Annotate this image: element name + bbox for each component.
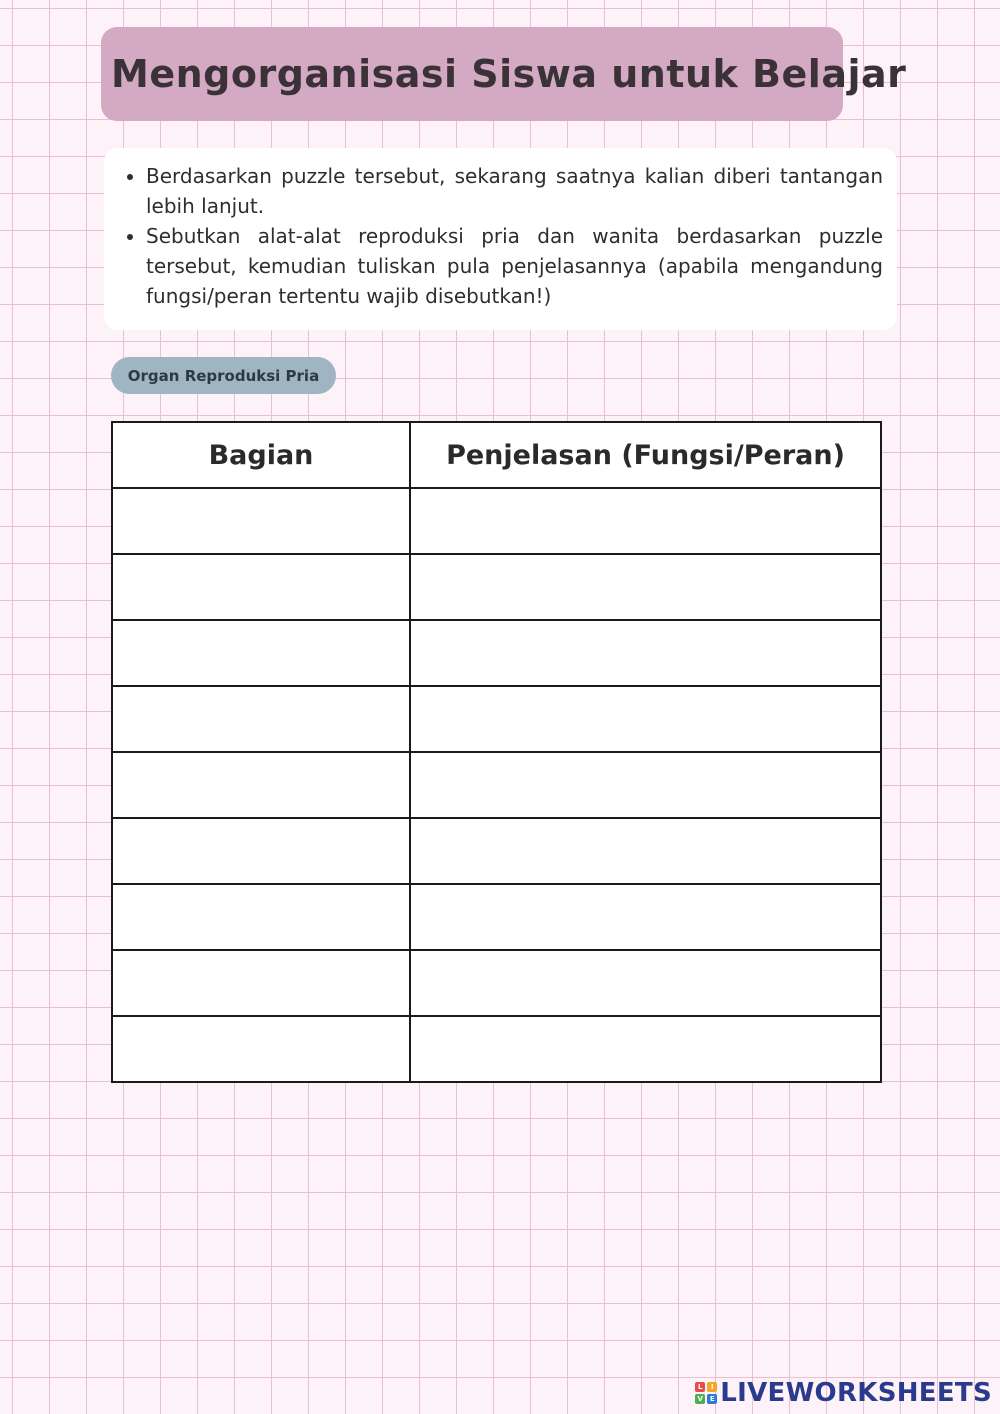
answer-cell-part[interactable]	[112, 1016, 410, 1082]
answer-table	[111, 421, 882, 1083]
table-row	[112, 752, 881, 818]
answer-cell-explanation[interactable]	[410, 488, 881, 554]
answer-cell-explanation[interactable]	[410, 884, 881, 950]
answer-cell-part[interactable]	[112, 620, 410, 686]
table-row	[112, 686, 881, 752]
instruction-item-1: • Berdasarkan puzzle tersebut, sekarang saatnya kalian diberi tantangan lebih lanjut.	[146, 161, 883, 221]
answer-cell-part[interactable]	[112, 950, 410, 1016]
watermark-text: LIVEWORKSHEETS	[720, 1378, 992, 1408]
answer-cell-explanation[interactable]	[410, 818, 881, 884]
answer-cell-explanation[interactable]	[410, 752, 881, 818]
answer-cell-explanation[interactable]	[410, 1016, 881, 1082]
section-label-pill	[111, 357, 336, 394]
section-label: Organ Reproduksi Pria	[127, 366, 320, 385]
instructions-box	[104, 148, 897, 330]
instructions-list	[124, 161, 883, 311]
table-row	[112, 818, 881, 884]
answer-cell-part[interactable]	[112, 686, 410, 752]
column-header-part: Bagian	[112, 422, 410, 488]
table-row	[112, 950, 881, 1016]
answer-cell-part[interactable]	[112, 488, 410, 554]
answer-cell-explanation[interactable]	[410, 620, 881, 686]
table-row	[112, 1016, 881, 1082]
answer-cell-explanation[interactable]	[410, 686, 881, 752]
table-row	[112, 488, 881, 554]
answer-cell-part[interactable]	[112, 554, 410, 620]
answer-cell-part[interactable]	[112, 884, 410, 950]
answer-cell-explanation[interactable]	[410, 554, 881, 620]
answer-cell-part[interactable]	[112, 752, 410, 818]
table-row	[112, 554, 881, 620]
column-header-explanation: Penjelasan (Fungsi/Peran)	[410, 422, 881, 488]
page-title: Mengorganisasi Siswa untuk Belajar	[111, 52, 907, 96]
title-banner	[101, 27, 907, 121]
liveworksheets-watermark	[695, 1378, 992, 1408]
liveworksheets-logo-icon: L I V E	[695, 1382, 717, 1404]
table-row	[112, 884, 881, 950]
answer-cell-part[interactable]	[112, 818, 410, 884]
table-header-row	[112, 422, 881, 488]
answer-cell-explanation[interactable]	[410, 950, 881, 1016]
instruction-item-2: • Sebutkan alat-alat reproduksi pria dan wanita berdasarkan puzzle tersebut, kemudian tuliskan pula penjelasannya (apabila mengandung fungsi/peran tertentu wajib disebutkan!)	[146, 221, 883, 311]
answer-table-wrapper	[111, 421, 882, 1064]
table-row	[112, 620, 881, 686]
